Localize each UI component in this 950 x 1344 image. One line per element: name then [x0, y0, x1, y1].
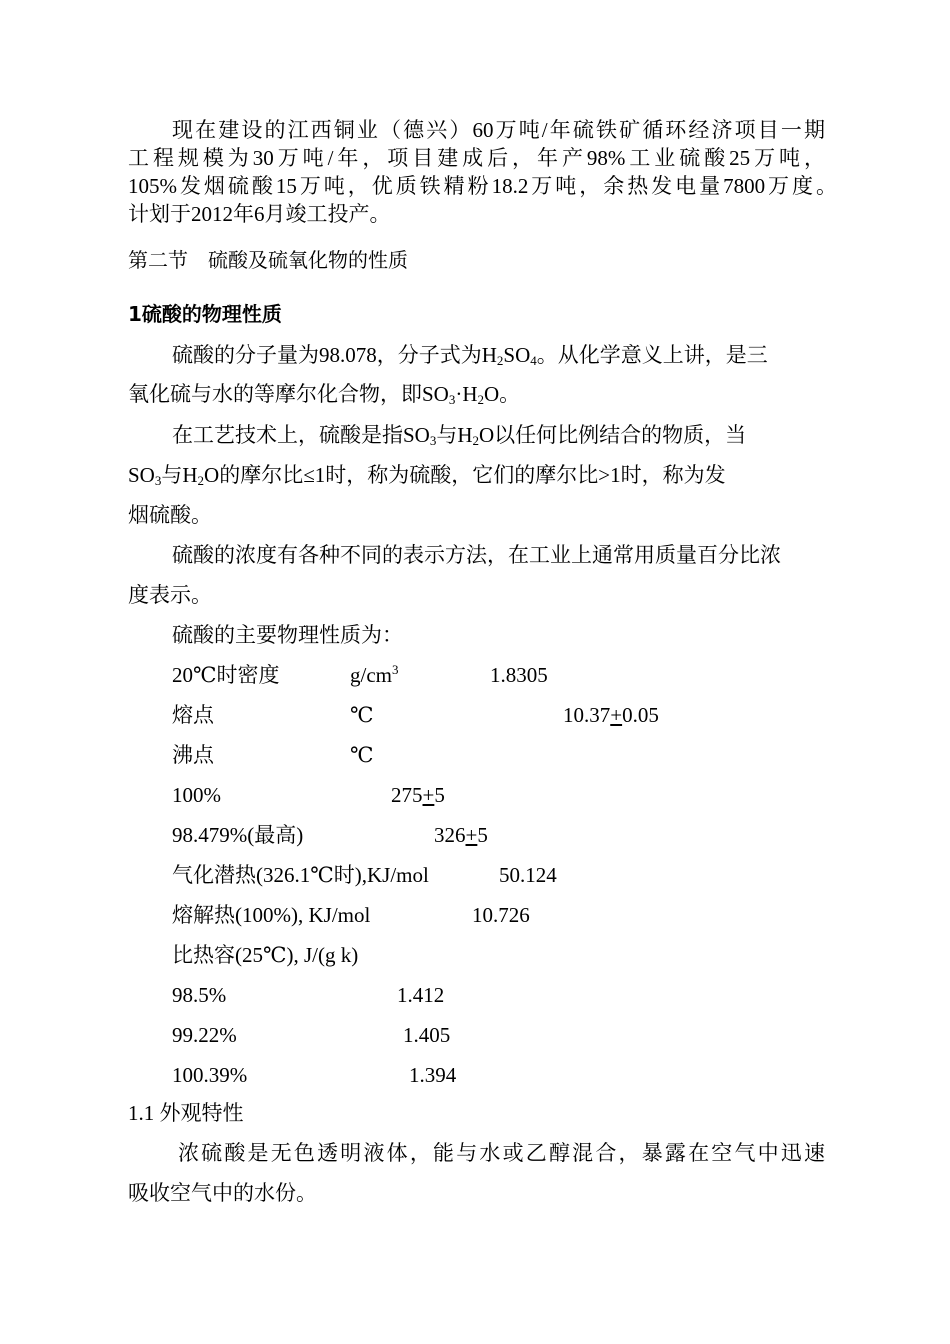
cp-10039-label: 100.39% — [172, 1063, 248, 1087]
intro-line-3: 105%发烟硫酸15万吨，优质铁精粉18.2万吨，余热发电量7800万度。 — [128, 174, 837, 198]
melt-unit: ℃ — [350, 703, 374, 727]
p1-line-2: 氧化硫与水的等摩尔化合物，即$SO_3\cdot H_2O$。 — [128, 382, 521, 407]
intro-line-2: 工程规模为30万吨/年，项目建成后，年产98%工业硫酸25万吨， — [128, 146, 825, 170]
density-unit: $g/cm^3$ — [350, 662, 399, 687]
boil-100-value: 275+5 — [391, 783, 445, 807]
props-intro: 硫酸的主要物理性质为： — [172, 623, 403, 647]
p2-line-3: 烟硫酸。 — [128, 503, 212, 527]
vap-value: 50.124 — [499, 863, 557, 887]
cp-9922-value: 1.405 — [403, 1023, 451, 1047]
p4-line-2: 吸收空气中的水份。 — [128, 1181, 317, 1205]
section-title: 第二节 硫酸及硫氧化物的性质 — [128, 248, 408, 272]
p2-line-1: 在工艺技术上，硫酸是指$SO_3$与$H_2O$以任何比例结合的物质，当 — [172, 423, 747, 448]
vap-label: 气化潜热(326.1℃时),KJ/mol — [172, 863, 429, 887]
density-label: 20℃时密度 — [172, 663, 280, 687]
boil-unit: ℃ — [350, 743, 374, 767]
cp-985-label: 98.5% — [172, 983, 227, 1007]
fus-label: 熔解热(100%), KJ/mol — [172, 903, 371, 927]
p4-line-1: 浓硫酸是无色透明液体，能与水或乙醇混合，暴露在空气中迅速 — [178, 1141, 825, 1165]
melt-label: 熔点 — [172, 703, 214, 727]
melt-value: 10.37+0.05 — [563, 703, 659, 727]
p3-line-2: 度表示。 — [128, 583, 212, 607]
sub11-title: 1.1 外观特性 — [128, 1101, 244, 1125]
cp-label: 比热容(25℃), J/(g k) — [172, 943, 359, 967]
density-value: 1.8305 — [490, 663, 548, 687]
intro-line-4: 计划于2012年6月竣工投产。 — [128, 202, 391, 226]
boil-label: 沸点 — [172, 743, 214, 767]
boil-100-label: 100% — [172, 783, 221, 807]
fus-value: 10.726 — [472, 903, 530, 927]
cp-9922-label: 99.22% — [172, 1023, 237, 1047]
intro-line-1: 现在建设的江西铜业（德兴）60万吨/年硫铁矿循环经济项目一期 — [172, 118, 825, 142]
boil-98-label: 98.479%(最高) — [172, 823, 304, 847]
p1-line-1: 硫酸的分子量为98.078，分子式为$H_2SO_4$。从化学意义上讲，是三 — [172, 343, 768, 368]
p3-line-1: 硫酸的浓度有各种不同的表示方法，在工业上通常用质量百分比浓 — [172, 543, 781, 567]
cp-10039-value: 1.394 — [409, 1063, 457, 1087]
subsection-title: 1硫酸的物理性质 — [128, 302, 282, 326]
cp-985-value: 1.412 — [397, 983, 445, 1007]
boil-98-value: 326+5 — [434, 823, 488, 847]
p2-line-2: $SO_3$与$H_2O$的摩尔比≤1时，称为硫酸，它们的摩尔比>1时，称为发 — [128, 463, 726, 488]
